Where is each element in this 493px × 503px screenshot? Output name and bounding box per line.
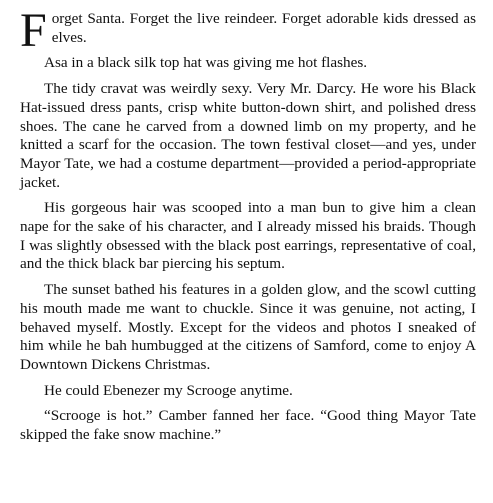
paragraph: Asa in a black silk top hat was giving me hot flashes. bbox=[44, 54, 368, 72]
drop-cap: F bbox=[20, 4, 47, 57]
paragraph: The tidy cravat was weirdly sexy. Very Mr. Darcy. He wore his Black Hat-issued dress pants, crisp white button-down shirt, and polished dress shoes. The cane he carved from a downed limb on my property, and he knitted a scarf for the occasion. The town festival closet—and yes, under Mayor Tate, we had a costume department—provided a period-appropriate jacket. bbox=[20, 80, 476, 191]
paragraph-opening bbox=[20, 4, 476, 57]
paragraph: He could Ebenezer my Scrooge anytime. bbox=[44, 381, 293, 399]
paragraph-text: orget Santa. Forget the live reindeer. Forget adorable kids dressed as elves. bbox=[51, 10, 476, 46]
book-page bbox=[20, 4, 476, 445]
paragraph: The sunset bathed his features in a golden glow, and the scowl cutting his mouth made me want to chuckle. Since it was genuine, not acting, I behaved myself. Mostly. Except for the videos and photos I sneaked of him while he bah humbugged at the citizens of Samford, come to enjoy A Downtown Dickens Christmas. bbox=[20, 281, 476, 373]
paragraph: His gorgeous hair was scooped into a man bun to give him a clean nape for the sake of his character, and I already missed his braids. Though I was slightly obsessed with the black post earrings, representative of coal, and the thick black bar piercing his septum. bbox=[20, 199, 476, 273]
paragraph: “Scrooge is hot.” Camber fanned her face. “Good thing Mayor Tate skipped the fake snow machine.” bbox=[20, 407, 476, 444]
